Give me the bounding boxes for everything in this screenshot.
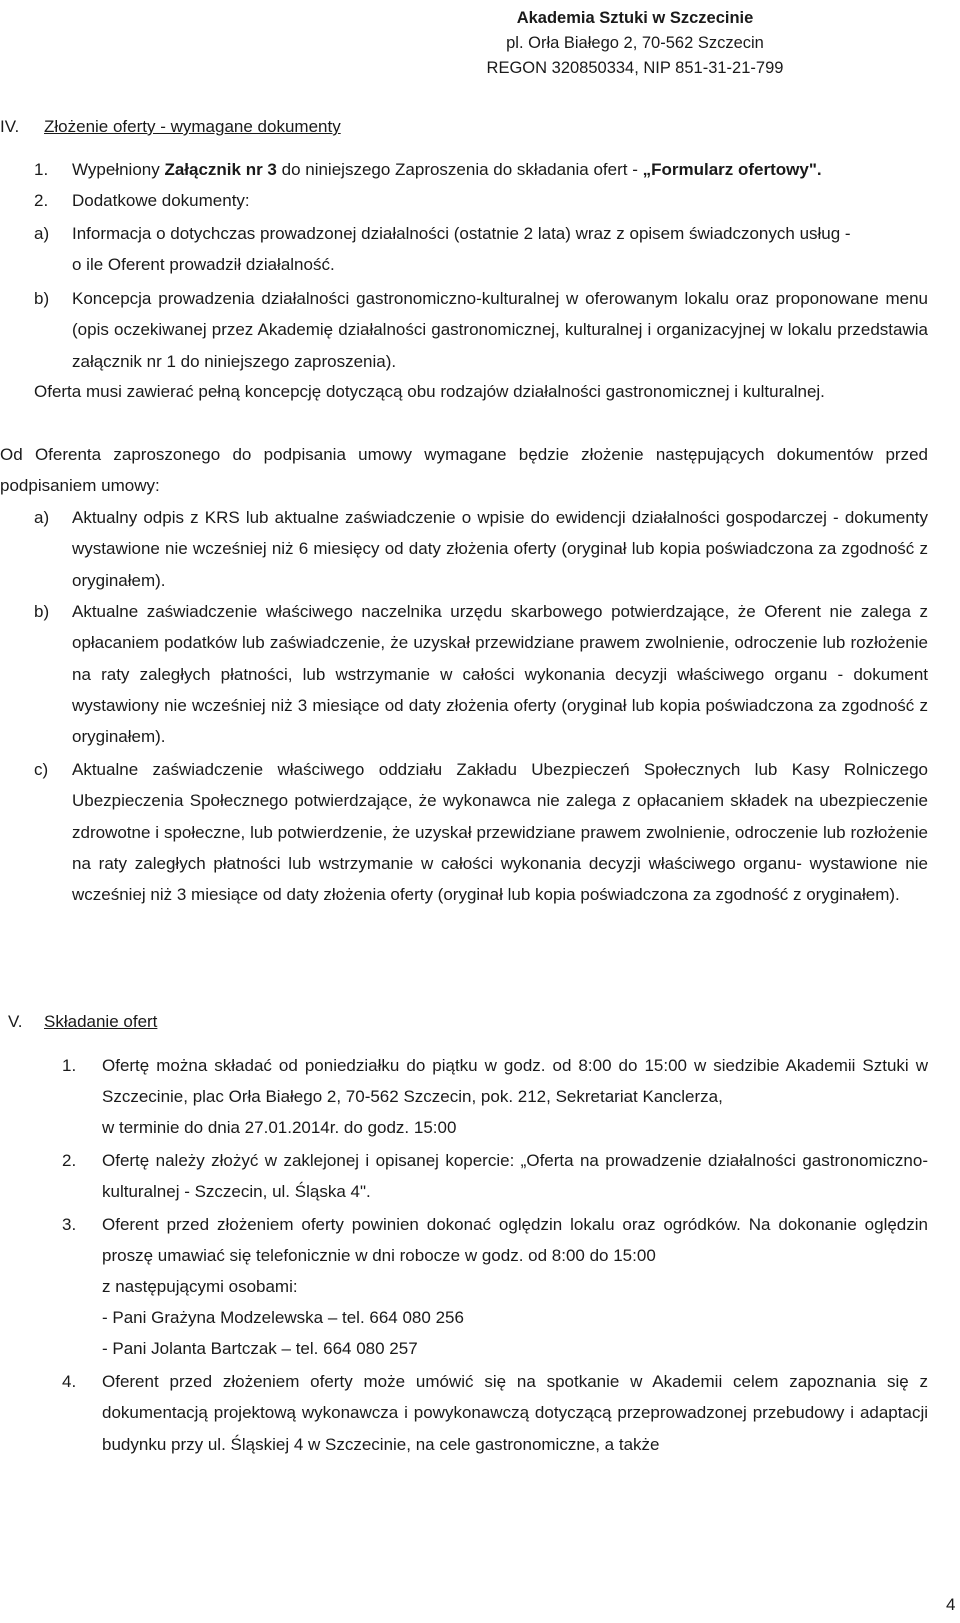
offer-item-4-text: Oferent przed złożeniem oferty może umówić się na spotkanie w Akademii celem zapoznania się z dokumentacją projektową wykonawcza i powykonawczą dotyczącą przeprowadzonej przebudowy i adaptacji budynku przy ul. Śląskiej 4 w Szczecinie, na cele gastronomiczne, a także [102, 1372, 928, 1454]
form-reference: „Formularz ofertowy". [642, 160, 822, 179]
offer-item-3-text: Oferent przed złożeniem oferty powinien dokonać oględzin lokalu oraz ogródków. Na dokonanie oględzin proszę umawiać się telefonicznie w dni robocze w godz. od 8:00 do 15:00 [102, 1215, 928, 1266]
document-header [380, 6, 890, 81]
item-number: 2. [34, 191, 49, 210]
section-title: Złożenie oferty - wymagane dokumenty [44, 117, 341, 136]
item-text-part: do niniejszego Zaproszenia do składania ofert - [276, 160, 643, 179]
section-number: IV. [0, 117, 20, 136]
item-number: 1. [34, 160, 49, 179]
sub-item-a-line2: o ile Oferent prowadził działalność. [72, 255, 335, 274]
institution-regon-nip: REGON 320850334, NIP 851-31-21-799 [486, 59, 784, 77]
offer-item-2-text: Ofertę należy złożyć w zaklejonej i opisanej kopercie: „Oferta na prowadzenie działalności gastronomiczno-kulturalnej - Szczecin, ul. Śląska 4". [102, 1151, 928, 1202]
item-text: Dodatkowe dokumenty: [72, 191, 250, 210]
sub-item-label: a) [34, 224, 50, 243]
section-4-item-1 [34, 154, 822, 185]
contact-person-2: - Pani Jolanta Bartczak – tel. 664 080 257 [102, 1339, 418, 1358]
offer-item-number: 3. [62, 1215, 77, 1234]
section-5-number: V. [8, 1012, 23, 1031]
documents-intro: Od Oferenta zaproszonego do podpisania umowy wymagane będzie złożenie następujących dokumentów przed podpisaniem umowy: [0, 445, 928, 496]
offer-item-number: 1. [62, 1056, 77, 1075]
offer-item-3-contacts-intro: z następującymi osobami: [102, 1277, 298, 1296]
institution-name: Akademia Sztuki w Szczecinie [516, 9, 754, 27]
offer-item-number: 2. [62, 1151, 77, 1170]
attachment-reference: Załącznik nr 3 [164, 160, 277, 179]
item-text [72, 154, 822, 185]
sub-item-label: b) [34, 289, 50, 308]
sub-item-a-line1: Informacja o dotychczas prowadzonej działalności (ostatnie 2 lata) wraz z opisem świadczonych usług - [72, 224, 851, 243]
offer-item-number: 4. [62, 1372, 77, 1391]
institution-address: pl. Orła Białego 2, 70-562 Szczecin [506, 34, 764, 52]
offer-item-1-deadline: w terminie do dnia 27.01.2014r. do godz. 15:00 [102, 1118, 457, 1137]
offer-item-1-text: Ofertę można składać od poniedziałku do piątku w godz. od 8:00 do 15:00 w siedzibie Akademii Sztuki w Szczecinie, plac Orła Białego 2, 70-562 Szczecin, pok. 212, Sekretariat Kanclerza, [102, 1056, 928, 1107]
section-5-title: Składanie ofert [44, 1012, 158, 1031]
item-text-part: Wypełniony [72, 160, 165, 179]
document-label: c) [34, 760, 49, 779]
page-number: 4 [946, 1595, 956, 1614]
offer-note: Oferta musi zawierać pełną koncepcję dotyczącą obu rodzajów działalności gastronomicznej i kulturalnej. [34, 382, 825, 401]
contact-person-1: - Pani Grażyna Modzelewska – tel. 664 080 256 [102, 1308, 464, 1327]
section-4-item-2 [34, 185, 250, 216]
sub-item-b-text: Koncepcja prowadzenia działalności gastronomiczno-kulturalnej w oferowanym lokalu oraz proponowane menu (opis oczekiwanej przez Akademię działalności gastronomicznej, kulturalnej i organizacyjnej w lokalu przedstawia załącznik nr 1 do niniejszego zaproszenia). [72, 289, 928, 371]
document-label: b) [34, 602, 50, 621]
document-a-text: Aktualny odpis z KRS lub aktualne zaświadczenie o wpisie do ewidencji działalności gospodarczej - dokumenty wystawione nie wcześniej niż 6 miesięcy od daty złożenia oferty (oryginał lub kopia poświadczona za zgodność z oryginałem). [72, 508, 928, 590]
document-c-text: Aktualne zaświadczenie właściwego oddziału Zakładu Ubezpieczeń Społecznych lub Kasy Rolniczego Ubezpieczenia Społecznego potwierdzające, że wykonawca nie zalega z opłacaniem składek na ubezpieczenie zdrowotne i społeczne, lub potwierdzenie, że uzyskał przewidziane prawem zwolnienie, odroczenie lub rozłożenie na raty zaległych płatności lub wstrzymanie w całości wykonania decyzji właściwego organu- wystawione nie wcześniej niż 3 miesiące od daty złożenia oferty (oryginał lub kopia poświadczona za zgodność z oryginałem). [72, 760, 928, 905]
document-b-text: Aktualne zaświadczenie właściwego naczelnika urzędu skarbowego potwierdzające, że Oferent nie zalega z opłacaniem podatków lub zaświadczenie, że uzyskał przewidziane prawem zwolnienie, odroczenie lub rozłożenie na raty zaległych płatności, lub wstrzymanie w całości wykonania decyzji właściwego organu - dokument wystawiony nie wcześniej niż 3 miesiące od daty złożenia oferty (oryginał lub kopia poświadczona za zgodność z oryginałem). [72, 602, 928, 747]
document-label: a) [34, 508, 50, 527]
